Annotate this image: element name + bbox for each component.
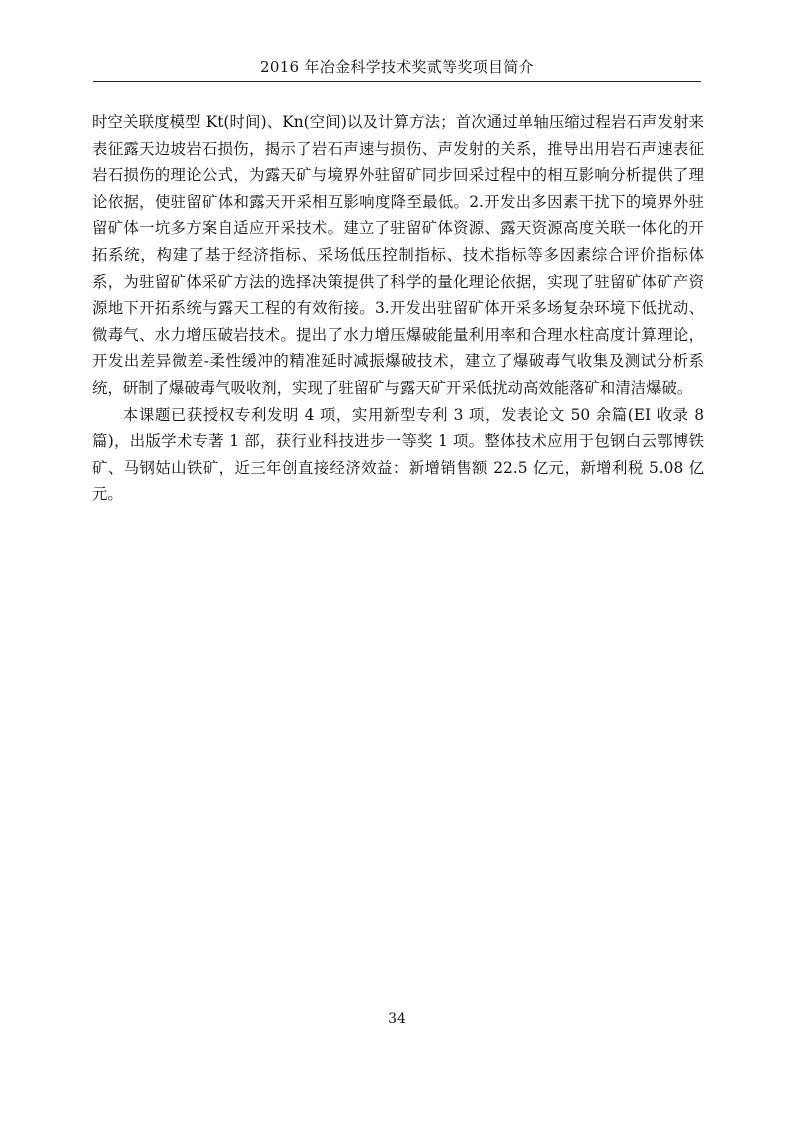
page-header-title: 2016 年冶金科学技术奖贰等奖项目简介 [260,58,534,76]
paragraph-continued: 时空关联度模型 Kt(时间)、Kn(空间)以及计算方法；首次通过单轴压缩过程岩石声发射来表征露天边坡岩石损伤，揭示了岩石声速与损伤、声发射的关系，推导出用岩石声速表征岩石损伤的理论公式，为露天矿与境界外驻留矿同步回采过程中的相互影响分析提供了理论依据，使驻留矿体和露天开采相互影响度降至最低。2.开发出多因素干扰下的境界外驻留矿体一坑多方案自适应开采技术。建立了驻留矿体资源、露天资源高度关联一体化的开拓系统，构建了基于经济指标、采场低压控制指标、技术指标等多因素综合评价指标体系，为驻留矿体采矿方法的选择决策提供了科学的量化理论依据，实现了驻留矿体矿产资源地下开拓系统与露天工程的有效衔接。3.开发出驻留矿体开采多场复杂环境下低扰动、微毒气、水力增压破岩技术。提出了水力增压爆破能量利用率和合理水柱高度计算理论，开发出差异微差-柔性缓冲的精准延时减振爆破技术，建立了爆破毒气收集及测试分析系统，研制了爆破毒气吸收剂，实现了驻留矿与露天矿开采低扰动高效能落矿和清洁爆破。 [92,113,704,397]
paragraph-results: 本课题已获授权专利发明 4 项，实用新型专利 3 项，发表论文 50 余篇(EI 收录 8 篇)，出版学术专著 1 部，获行业科技进步一等奖 1 项。整体技术应用于包钢白云鄂博铁矿、马钢姑山铁矿，近三年创直接经济效益：新增销售额 22.5 亿元，新增利税 5.08 亿元。 [92,405,704,504]
page-number: 34 [388,1011,406,1027]
header-divider [93,81,701,82]
body-text [92,109,704,508]
